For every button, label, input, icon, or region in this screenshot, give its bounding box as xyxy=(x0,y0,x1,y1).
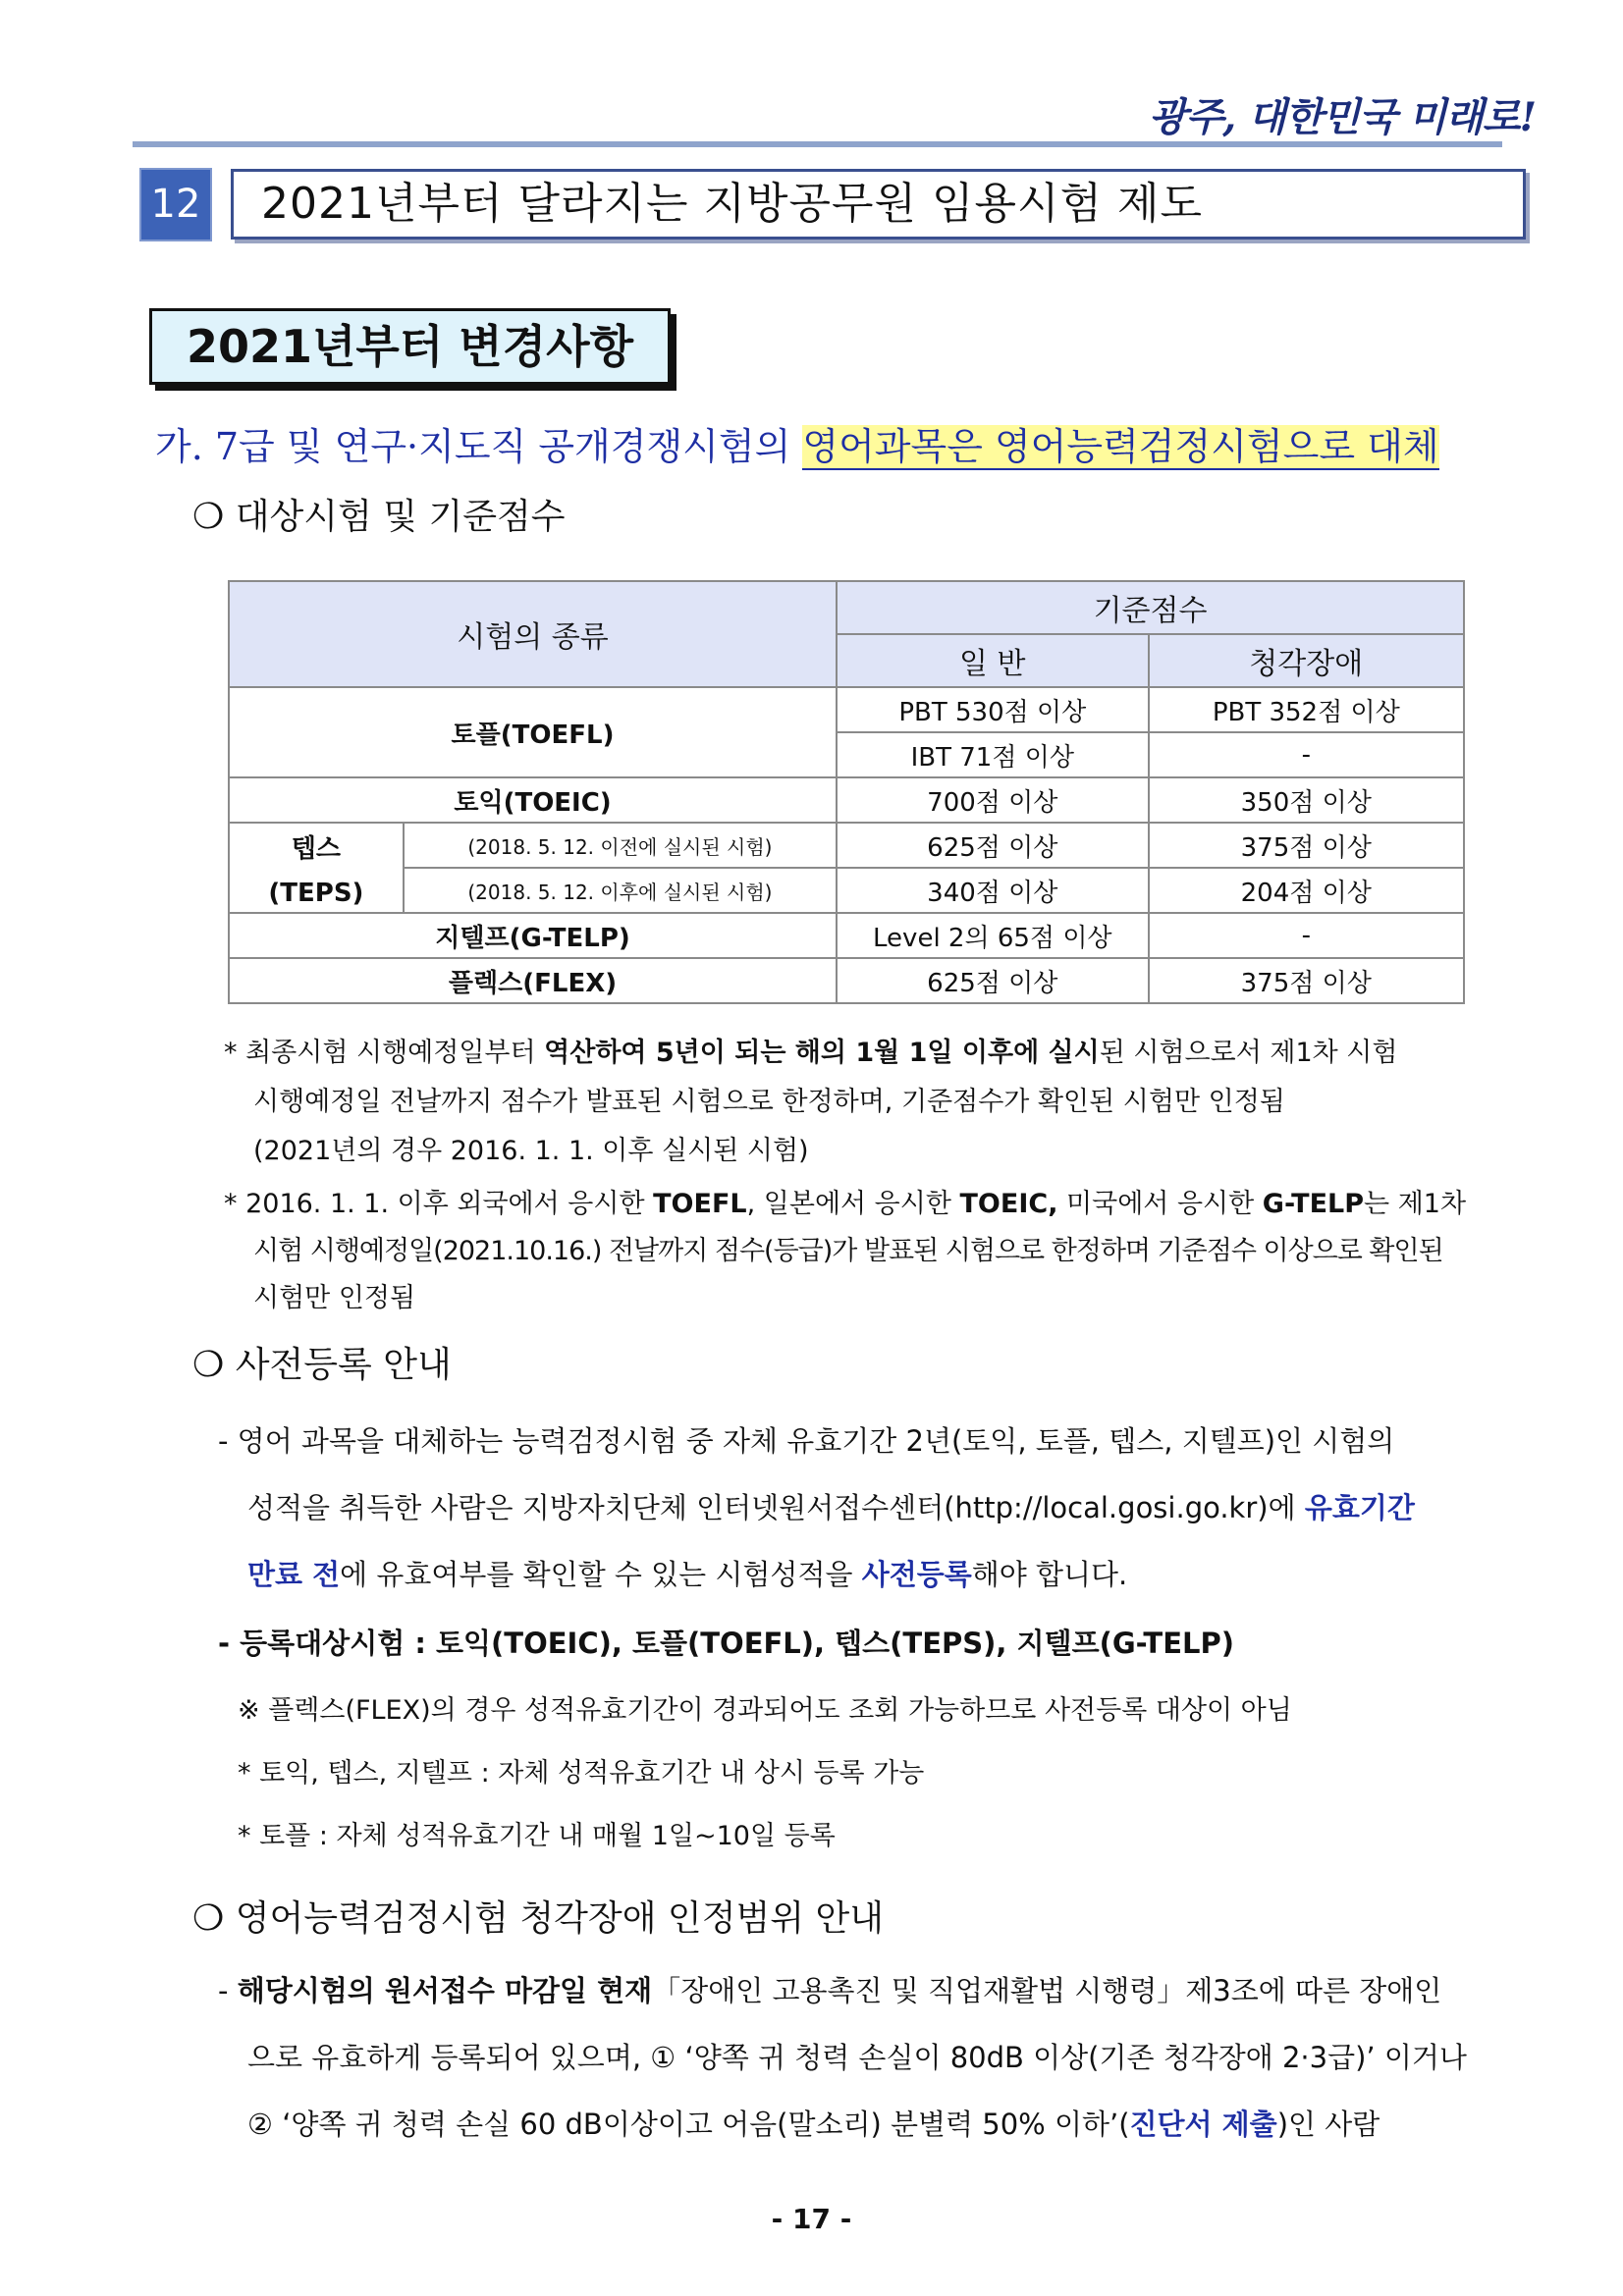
row-flex-hearing: 375점 이상 xyxy=(1149,958,1464,1003)
section2-p1-line3-emph1: 만료 전 xyxy=(247,1558,341,1591)
section3-line1-text: 「장애인 고용촉진 및 직업재활법 시행령」제3조에 따른 장애인 xyxy=(652,1974,1442,2007)
item-ga-prefix: 가. 7급 및 연구·지도직 공개경쟁시험의 xyxy=(155,425,803,468)
header-logo: 광주, 대한민국 미래로! xyxy=(1149,94,1537,140)
section-title: 2021년부터 달라지는 지방공무원 임용시험 제도 xyxy=(231,169,1526,240)
section2-p2-star2: * 토플 : 자체 성적유효기간 내 매월 1일~10일 등록 xyxy=(238,1821,836,1851)
note2-text-toeic: TOEIC, xyxy=(959,1189,1058,1219)
row-toeic-name: 토익(TOEIC) xyxy=(229,777,837,823)
note1-text-bold: 역산하여 5년이 되는 해의 1월 1일 이후에 실시 xyxy=(544,1038,1100,1068)
header-general: 일 반 xyxy=(837,634,1148,687)
item-ga-heading xyxy=(155,416,1439,470)
section3-line1-bold: 해당시험의 원서접수 마감일 현재 xyxy=(237,1974,653,2007)
row-gtelp-name: 지텔프(G-TELP) xyxy=(229,913,837,958)
section2-p1-line3-text1: 에 유효여부를 확인할 수 있는 시험성적을 xyxy=(340,1558,862,1591)
row-toefl-pbt-general: PBT 530점 이상 xyxy=(837,687,1148,732)
row-toefl-ibt-general: IBT 71점 이상 xyxy=(837,732,1148,777)
row-toeic-general: 700점 이상 xyxy=(837,777,1148,823)
row-toefl-ibt-hearing: - xyxy=(1149,732,1464,777)
section2-p1-line2 xyxy=(247,1486,1415,1526)
note2-text-toefl: TOEFL xyxy=(653,1189,747,1219)
note2-text-e: 미국에서 응시한 xyxy=(1057,1189,1263,1219)
note1-line3: (2021년의 경우 2016. 1. 1. 이후 실시된 시험) xyxy=(253,1136,809,1166)
section3-line3-text1: ② ‘양쪽 귀 청력 손실 60 dB이상이고 어음(말소리) 분별력 50% 이하’( xyxy=(247,2108,1130,2141)
section2-p1-line2-emph: 유효기간 xyxy=(1304,1491,1415,1524)
note1-text-c: 된 시험으로서 제1차 시험 xyxy=(1099,1038,1398,1068)
section2-p1-line2-text: 성적을 취득한 사람은 지방자치단체 인터넷원서접수센터(http://local.gosi.go.kr)에 xyxy=(247,1491,1305,1524)
note1-line2: 시행예정일 전날까지 점수가 발표된 시험으로 한정하며, 기준점수가 확인된 시험만 인정됨 xyxy=(253,1087,1285,1117)
section3-line3-emph: 진단서 제출 xyxy=(1129,2108,1277,2141)
note1-text-a: * 최종시험 시행예정일부터 xyxy=(224,1038,545,1068)
section2-p1-line3-emph2: 사전등록 xyxy=(861,1558,972,1591)
section-number-badge: 12 xyxy=(139,168,212,241)
row-toefl-pbt-hearing: PBT 352점 이상 xyxy=(1149,687,1464,732)
section3-line3 xyxy=(247,2103,1380,2143)
section3-line3-text2: )인 사람 xyxy=(1276,2108,1380,2141)
section3-line2: 으로 유효하게 등록되어 있으며, ① ‘양쪽 귀 청력 손실이 80dB 이상(기존 청각장애 2·3급)’ 이거나 xyxy=(247,2041,1467,2074)
row-gtelp-hearing: - xyxy=(1149,913,1464,958)
row-flex-name: 플렉스(FLEX) xyxy=(229,958,837,1003)
note2-text-gtelp: G-TELP xyxy=(1262,1189,1365,1219)
row-teps-after-label: (2018. 5. 12. 이후에 실시된 시험) xyxy=(404,868,837,913)
row-teps-name-line2: (TEPS) xyxy=(268,878,364,908)
section3-heading: ❍ 영어능력검정시험 청각장애 인정범위 안내 xyxy=(192,1898,885,1939)
section2-heading: ❍ 사전등록 안내 xyxy=(192,1345,452,1385)
row-flex-general: 625점 이상 xyxy=(837,958,1148,1003)
score-table xyxy=(228,580,1465,1004)
row-gtelp-general: Level 2의 65점 이상 xyxy=(837,913,1148,958)
section2-p2-note: ※ 플렉스(FLEX)의 경우 성적유효기간이 경과되어도 조회 가능하므로 사전등록 대상이 아님 xyxy=(238,1695,1292,1726)
row-teps-before-hearing: 375점 이상 xyxy=(1149,823,1464,868)
section2-p1-line3 xyxy=(247,1553,1127,1593)
header-exam-type: 시험의 종류 xyxy=(229,581,837,687)
note2-line1 xyxy=(224,1180,1466,1229)
row-teps-name-line1: 텝스 xyxy=(291,833,342,864)
section1-heading: ❍ 대상시험 및 기준점수 xyxy=(192,497,566,537)
row-toefl-name: 토플(TOEFL) xyxy=(229,687,837,777)
note2-line2: 시험 시행예정일(2021.10.16.) 전날까지 점수(등급)가 발표된 시험으로 한정하며 기준점수 이상으로 확인된 xyxy=(253,1236,1443,1266)
section2-p1-line1: - 영어 과목을 대체하는 능력검정시험 중 자체 유효기간 2년(토익, 토플, 텝스, 지텔프)인 시험의 xyxy=(218,1424,1395,1458)
row-teps-before-general: 625점 이상 xyxy=(837,823,1148,868)
section2-p2: - 등록대상시험 : 토익(TOEIC), 토플(TOEFL), 텝스(TEPS), 지텔프(G-TELP) xyxy=(218,1627,1234,1660)
row-teps-name xyxy=(229,823,404,913)
header-hearing: 청각장애 xyxy=(1149,634,1464,687)
note1-line1 xyxy=(224,1029,1397,1078)
header-rule xyxy=(133,141,1502,147)
item-ga-highlight: 영어과목은 영어능력검정시험으로 대체 xyxy=(802,425,1439,468)
note2-line3: 시험만 인정됨 xyxy=(253,1283,416,1313)
row-toeic-hearing: 350점 이상 xyxy=(1149,777,1464,823)
section3-line1-dash: - xyxy=(218,1974,238,2007)
section2-p2-star1: * 토익, 텝스, 지텔프 : 자체 성적유효기간 내 상시 등록 가능 xyxy=(238,1758,925,1789)
section3-line1 xyxy=(218,1969,1441,2009)
note2-text-c: , 일본에서 응시한 xyxy=(746,1189,960,1219)
header-base-score: 기준점수 xyxy=(837,581,1464,634)
row-teps-after-hearing: 204점 이상 xyxy=(1149,868,1464,913)
changes-box-heading: 2021년부터 변경사항 xyxy=(149,308,671,385)
note2-text-g: 는 제1차 xyxy=(1364,1189,1467,1219)
section2-p1-line3-text2: 해야 합니다. xyxy=(971,1558,1128,1591)
page-number: - 17 - xyxy=(771,2203,852,2235)
row-teps-after-general: 340점 이상 xyxy=(837,868,1148,913)
row-teps-before-label: (2018. 5. 12. 이전에 실시된 시험) xyxy=(404,823,837,868)
note2-text-a: * 2016. 1. 1. 이후 외국에서 응시한 xyxy=(224,1189,654,1219)
